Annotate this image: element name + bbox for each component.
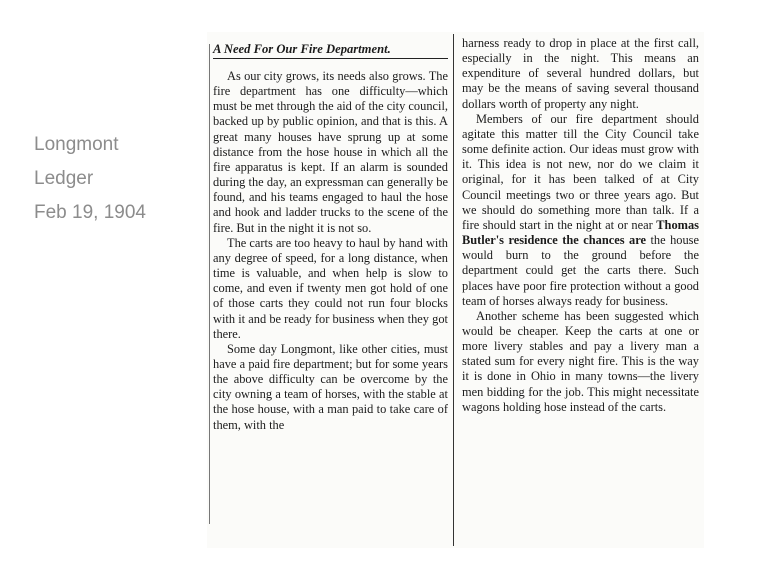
column-divider [453, 34, 454, 546]
paragraph-5-bold-text: Thomas Butler's residence the chances are [462, 217, 699, 248]
caption-date: Feb 19, 1904 [34, 202, 146, 223]
article-paragraph-5 [462, 112, 699, 309]
article-paragraph-2: The carts are too heavy to haul by hand with any degree of speed, for a long distance, when time is valuable, and when help is slow to come, and even if twenty men got hold of one of those carts they could not run four blocks with it and be ready for business when they got there. [213, 235, 448, 341]
paragraph-5-text-b: the house would burn to the ground before the department could get the carts there. Such places have poor fire protection without a good team of horses always ready for business. [462, 233, 699, 308]
article-headline: A Need For Our Fire Department. [213, 41, 448, 59]
paragraph-5-text-a: Members of our fire department should agitate this matter till the City Council take some definite action. Our ideas must grow with it. This idea is not new, nor do we claim it original, for it has been talked of at City Council meetings two or three years ago. But we should do something more than talk. If a fire should start in the night at or near [462, 111, 699, 232]
article-paragraph-4: harness ready to drop in place at the first call, especially in the night. This means an expenditure of several hundred dollars, but may be the means of saving several thousand dollars worth of property any night. [462, 36, 699, 111]
source-caption [34, 128, 146, 230]
article-column-right [462, 36, 699, 415]
article-paragraph-1: As our city grows, its needs also grows. The fire department has one difficulty—which must be met through the aid of the city council, backed up by public opinion, and that is this. A great many houses have sprung up at some distance from the hose house in which all the fire apparatus is kept. If an alarm is sounded during the day, an expressman can generally be found, and his teams engaged to haul the hose and hook and ladder trucks to the scene of the fire. But in the night it is not so. [213, 69, 448, 235]
article-paragraph-6: Another scheme has been suggested which would be cheaper. Keep the carts at one or more livery stables and pay a livery man a stated sum for every night fire. This is the way it is done in Ohio in many towns—the livery men bidding for the job. This might necessitate wagons holding hose instead of the carts. [462, 308, 699, 414]
newspaper-clipping [207, 32, 704, 548]
column-rule-left [209, 44, 210, 524]
caption-newspaper-line2: Ledger [34, 168, 94, 189]
article-paragraph-3: Some day Longmont, like other cities, must have a paid fire department; but for some years the above difficulty can be overcome by the city owning a team of horses, with the stable at the hose house, with a man paid to take care of them, with the [213, 341, 448, 432]
caption-newspaper-line1: Longmont [34, 134, 119, 155]
article-column-left [213, 41, 448, 433]
